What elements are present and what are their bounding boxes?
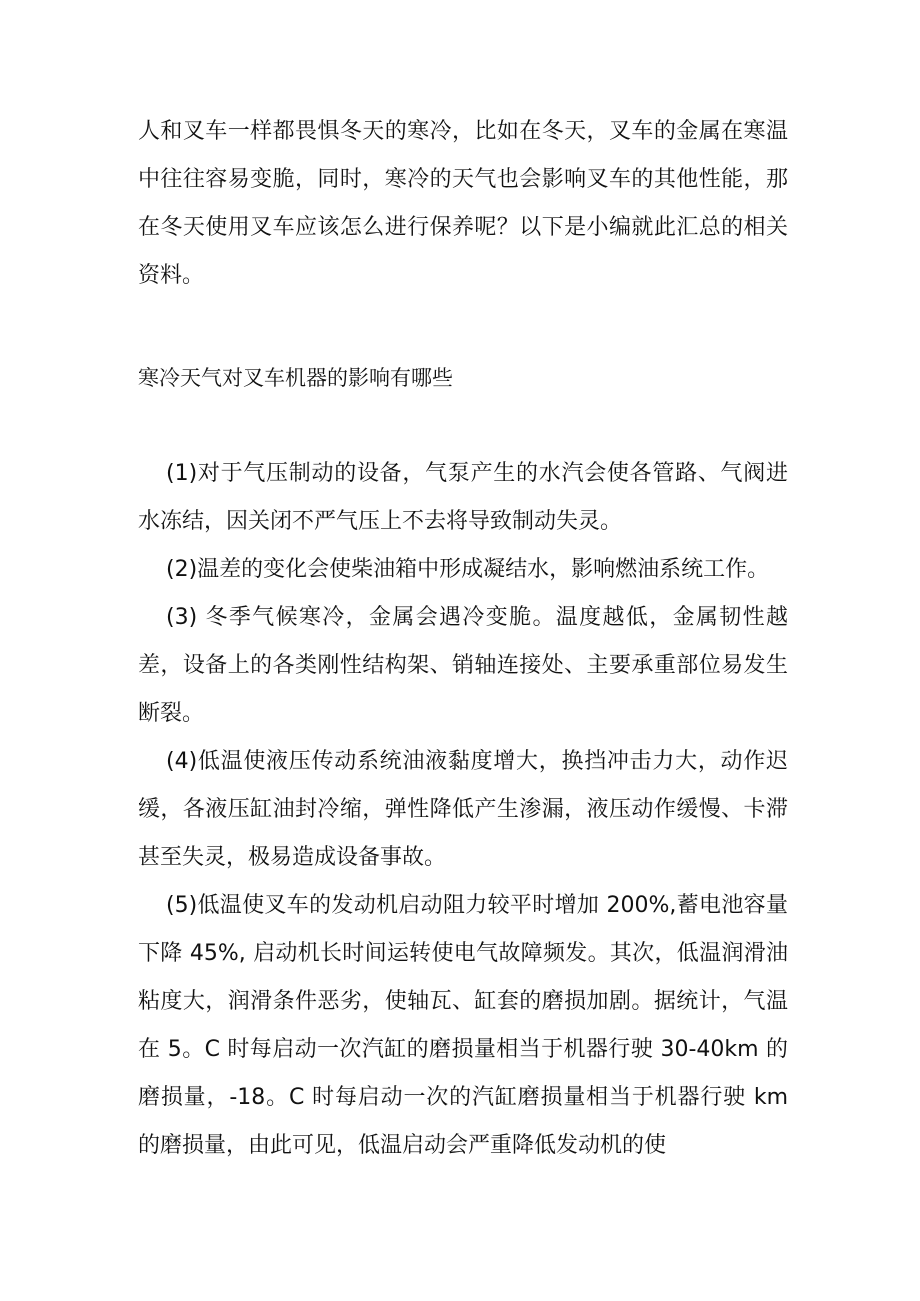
effect-item-4: (4)低温使液压传动系统油液黏度增大，换挡冲击力大，动作迟缓，各液压缸油封冷缩，弹性降低产生渗漏，液压动作缓慢、卡滞甚至失灵，极易造成设备事故。 (138, 749, 788, 870)
intro-paragraph: 人和叉车一样都畏惧冬天的寒冷，比如在冬天，叉车的金属在寒温中往往容易变脆，同时，寒冷的天气也会影响叉车的其他性能，那在冬天使用叉车应该怎么进行保养呢？以下是小编就此汇总的相关资料。 (138, 119, 788, 288)
effect-item-3: (3) 冬季气候寒冷，金属会遇冷变脆。温度越低，金属韧性越差，设备上的各类刚性结构架、销轴连接处、主要承重部位易发生断裂。 (138, 605, 788, 726)
effect-item-5: (5)低温使叉车的发动机启动阻力较平时增加 200%,蓄电池容量下降 45%, 启动机长时间运转使电气故障频发。其次，低温润滑油粘度大，润滑条件恶劣，使轴瓦、缸套的磨损加剧。据统计，气温在 5。C 时每启动一次汽缸的磨损量相当于机器行驶 30-40km 的磨损量，-18。C 时每启动一次的汽缸磨损量相当于机器行驶 km 的磨损量，由此可见，低温启动会严重降低发动机的使 (138, 893, 788, 1158)
section-heading: 寒冷天气对叉车机器的影响有哪些 (138, 366, 453, 390)
effect-item-2: (2)温差的变化会使柴油箱中形成凝结水，影响燃油系统工作。 (166, 557, 770, 582)
effect-item-1: (1)对于气压制动的设备，气泵产生的水汽会使各管路、气阀进水冻结，因关闭不严气压上不去将导致制动失灵。 (138, 461, 788, 534)
